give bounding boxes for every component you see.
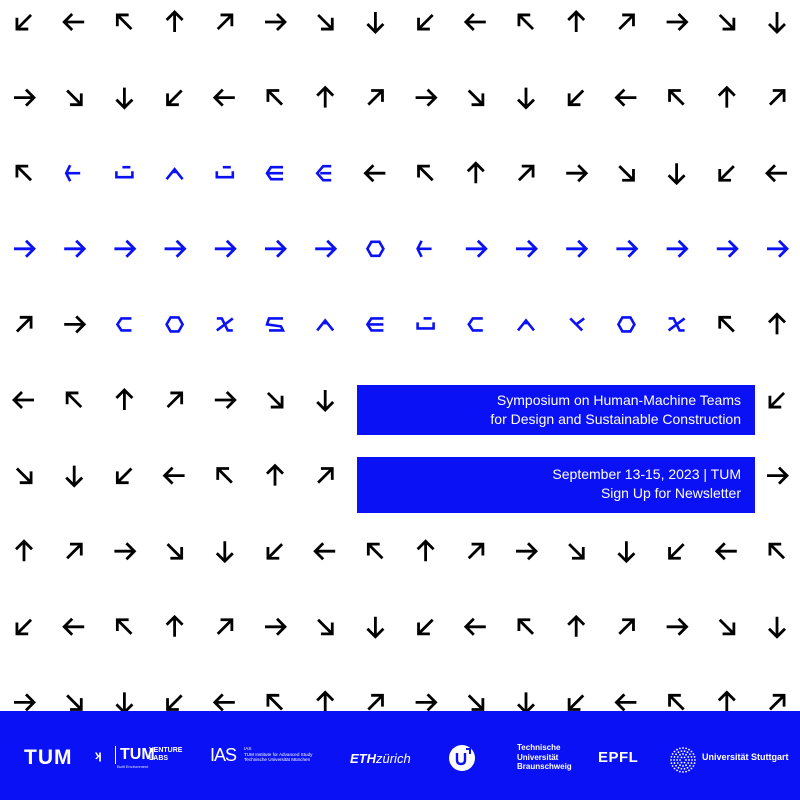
tubs-line2: Universität [517, 752, 559, 762]
uni-circle-logo-icon [448, 744, 476, 772]
arrow-ne-icon [312, 463, 337, 488]
arrow-sw-icon [664, 538, 689, 563]
arrow-n-icon [267, 466, 283, 486]
tubs-line3: Braunschweig [517, 762, 572, 771]
arrow-se-icon [312, 9, 337, 34]
arrow-s-icon [518, 88, 534, 108]
arrow-letter-i-glyph [570, 318, 584, 330]
arrow-se-icon [463, 85, 488, 110]
arrow-w-icon [165, 468, 185, 484]
arrow-e-icon [416, 90, 436, 106]
arrow-letter-o-glyph [167, 317, 183, 331]
arrow-w-icon [466, 14, 486, 30]
arrow-e-icon [616, 241, 636, 257]
arrow-w-icon [64, 619, 84, 635]
arrow-n-icon [116, 390, 132, 410]
arrow-se-icon [162, 538, 187, 563]
arrow-letter-t-glyph [518, 320, 534, 330]
arrow-e-icon [516, 241, 536, 257]
venture-labs-title-line1: VENTURE [149, 747, 183, 754]
arrow-sw-icon [413, 614, 438, 639]
arrow-s-icon [769, 12, 785, 32]
arrow-letter-n-glyph [217, 318, 233, 330]
arrow-e-icon [14, 241, 34, 257]
arrow-sw-icon [112, 463, 137, 488]
k-mark-icon: ʞ [95, 748, 102, 762]
arrow-se-icon [11, 463, 36, 488]
sponsor-logo-bar [0, 711, 800, 800]
arrow-e-icon [566, 241, 586, 257]
arrow-nw-icon [212, 463, 237, 488]
arrow-w-icon [215, 694, 235, 710]
arrow-w-icon [767, 165, 787, 181]
arrow-sw-icon [563, 85, 588, 110]
arrow-letter-c-glyph [117, 318, 131, 330]
arrow-letter-f-glyph [66, 165, 80, 181]
arrow-letter-o-glyph [618, 317, 634, 331]
arrow-se-icon [714, 9, 739, 34]
venture-labs-title-line2: LABS [149, 755, 169, 762]
arrow-se-icon [614, 160, 639, 185]
arrow-e-icon [265, 14, 285, 30]
tubs-line1: Technische [517, 743, 561, 752]
arrow-s-icon [618, 541, 634, 561]
arrow-w-icon [616, 90, 636, 106]
arrow-sw-icon [262, 538, 287, 563]
arrow-nw-icon [11, 160, 36, 185]
arrow-s-icon [518, 692, 534, 712]
symposium-title-line1: Symposium on Human-Machine Teams [496, 392, 741, 408]
arrow-s-icon [217, 541, 233, 561]
arrow-n-icon [568, 12, 584, 32]
arrow-e-icon [14, 694, 34, 710]
arrow-letter-s-glyph [267, 318, 283, 330]
arrow-ne-icon [463, 538, 488, 563]
arrow-n-icon [16, 541, 32, 561]
ias-text-line1: IAS [244, 746, 252, 751]
arrow-ne-icon [513, 160, 538, 185]
arrow-s-icon [116, 692, 132, 712]
arrow-e-icon [165, 241, 185, 257]
arrow-n-icon [418, 541, 434, 561]
arrow-w-icon [215, 90, 235, 106]
arrow-sw-icon [11, 9, 36, 34]
ias-text-line3: Technische Universität München [244, 757, 311, 762]
eth-light: zürich [376, 751, 411, 766]
arrow-n-icon [468, 163, 484, 183]
arrow-e-icon [215, 392, 235, 408]
arrow-e-icon [767, 468, 787, 484]
arrow-nw-icon [513, 9, 538, 34]
arrow-s-icon [669, 163, 685, 183]
arrow-n-icon [719, 88, 735, 108]
arrow-e-icon [14, 90, 34, 106]
arrow-s-icon [317, 390, 333, 410]
epfl-logo: EPFL [598, 749, 639, 766]
arrow-nw-icon [112, 9, 137, 34]
tum-logo: TUM [24, 746, 73, 769]
arrow-e-icon [667, 619, 687, 635]
ias-text-line2: TUM Institute for Advanced Study [244, 751, 313, 757]
arrow-se-icon [563, 538, 588, 563]
arrow-e-icon [265, 241, 285, 257]
arrow-ne-icon [162, 387, 187, 412]
arrow-w-icon [466, 619, 486, 635]
venture-labs-subtitle: Built Environment [117, 764, 149, 769]
arrow-n-icon [167, 12, 183, 32]
arrow-ne-icon [212, 614, 237, 639]
arrow-ne-icon [764, 85, 789, 110]
arrow-letter-c-glyph [469, 318, 483, 330]
arrow-ne-icon [212, 9, 237, 34]
arrow-sw-icon [413, 9, 438, 34]
arrow-sw-icon [11, 614, 36, 639]
arrow-w-icon [717, 543, 737, 559]
arrow-letter-f-glyph [418, 241, 432, 257]
ias-text [244, 746, 312, 763]
arrow-e-icon [114, 241, 134, 257]
arrow-nw-icon [664, 85, 689, 110]
arrow-letter-u-glyph [217, 167, 233, 177]
arrow-letter-r-glyph [367, 318, 383, 330]
arrow-nw-icon [363, 538, 388, 563]
arrow-e-icon [466, 241, 486, 257]
arrow-s-icon [367, 617, 383, 637]
event-date-location: September 13-15, 2023 | TUM [552, 466, 741, 482]
arrow-w-icon [616, 694, 636, 710]
arrow-letter-t-glyph [167, 169, 183, 179]
arrow-letter-t-glyph [317, 320, 333, 330]
arrow-ne-icon [11, 312, 36, 337]
arrow-letter-e-glyph [317, 166, 331, 180]
arrow-nw-icon [112, 614, 137, 639]
arrow-sw-icon [714, 160, 739, 185]
arrow-se-icon [61, 85, 86, 110]
arrow-sw-icon [764, 387, 789, 412]
ias-mark: IAS [210, 745, 237, 765]
arrow-n-icon [719, 692, 735, 712]
arrow-e-icon [315, 241, 335, 257]
arrow-letter-r-glyph [267, 167, 283, 179]
arrow-nw-icon [714, 312, 739, 337]
eth-bold: ETH [350, 751, 376, 766]
arrow-w-icon [365, 165, 385, 181]
date-newsletter-box[interactable] [357, 457, 755, 513]
arrow-ne-icon [614, 9, 639, 34]
eth-zurich-logo [350, 751, 411, 766]
arrow-w-icon [315, 543, 335, 559]
arrow-se-icon [312, 614, 337, 639]
arrow-e-icon [215, 241, 235, 257]
arrow-nw-icon [513, 614, 538, 639]
tu-braunschweig-logo [517, 743, 572, 772]
uni-stuttgart-logo: Universität Stuttgart [702, 752, 789, 762]
arrow-e-icon [566, 165, 586, 181]
arrow-s-icon [66, 466, 82, 486]
arrow-n-icon [317, 692, 333, 712]
arrow-ne-icon [363, 85, 388, 110]
arrow-e-icon [667, 14, 687, 30]
venture-labs-title [149, 747, 182, 763]
arrow-n-icon [317, 88, 333, 108]
arrow-n-icon [568, 617, 584, 637]
arrow-w-icon [64, 14, 84, 30]
arrow-nw-icon [262, 85, 287, 110]
arrow-e-icon [667, 241, 687, 257]
arrow-sw-icon [162, 85, 187, 110]
arrow-se-icon [714, 614, 739, 639]
arrow-e-icon [416, 694, 436, 710]
arrow-e-icon [265, 619, 285, 635]
arrow-letter-o-glyph [367, 242, 383, 256]
arrow-letter-u-glyph [116, 167, 132, 177]
arrow-s-icon [116, 88, 132, 108]
arrow-e-icon [516, 543, 536, 559]
arrow-n-icon [167, 617, 183, 637]
newsletter-signup-link[interactable]: Sign Up for Newsletter [600, 485, 741, 501]
arrow-nw-icon [413, 160, 438, 185]
arrow-ne-icon [614, 614, 639, 639]
venture-labs-prefix: TUM [115, 746, 155, 764]
arrow-letter-u-glyph [418, 318, 434, 328]
arrow-e-icon [114, 543, 134, 559]
arrow-n-icon [769, 314, 785, 334]
symposium-title-line2: for Design and Sustainable Construction [490, 411, 741, 427]
stuttgart-dots-icon [670, 747, 696, 773]
arrow-e-icon [767, 241, 787, 257]
arrow-s-icon [769, 617, 785, 637]
arrow-se-icon [262, 387, 287, 412]
arrow-nw-icon [61, 387, 86, 412]
symposium-title-box [357, 385, 755, 435]
arrow-s-icon [367, 12, 383, 32]
arrow-letter-n-glyph [669, 318, 685, 330]
arrow-ne-icon [61, 538, 86, 563]
arrow-e-icon [64, 316, 84, 332]
arrow-w-icon [14, 392, 34, 408]
arrow-e-icon [717, 241, 737, 257]
arrow-e-icon [64, 241, 84, 257]
arrow-nw-icon [764, 538, 789, 563]
